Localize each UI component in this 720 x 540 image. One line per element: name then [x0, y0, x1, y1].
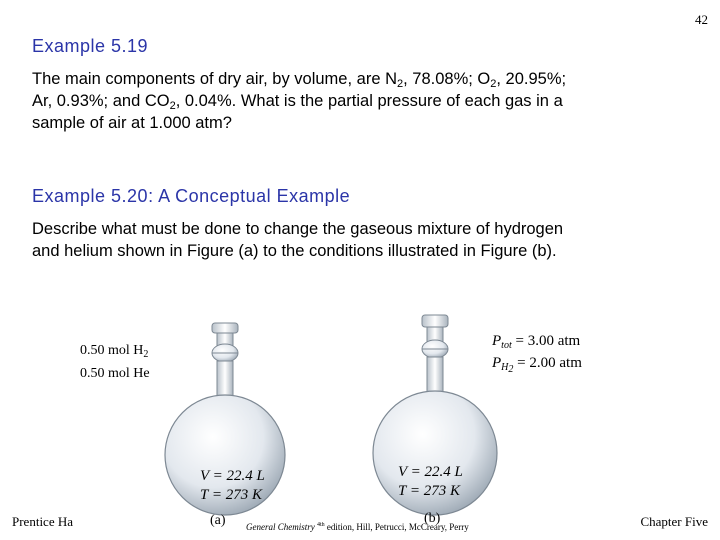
flask-a-label-he: 0.50 mol He [80, 366, 150, 381]
example-5-20-line-1: Describe what must be done to change the gaseous mixture of hydrogen [32, 220, 564, 238]
example-5-19-text [32, 68, 692, 134]
example-5-20-line-2: and helium shown in Figure (a) to the conditions illustrated in Figure (b). [32, 242, 557, 260]
flask-b-ph2: $P_H2 = 2.00$ atm [492, 355, 582, 375]
flask-b-volume: V = 22.4 L [398, 464, 463, 480]
footer-publisher: Prentice Ha [12, 514, 74, 529]
flask-b-temperature: T = 273 K [398, 483, 460, 499]
flask-a-caption: (a) [210, 513, 226, 528]
flask-a-label-h2: 0.50 mol $H_2$ [80, 343, 149, 360]
flask-b-ptot: $P_{tot} = 3.00$ atm [492, 333, 581, 351]
example-5-19-line-1: The main components of dry air, by volume, are $N_2$, 78.08%; $O_2$, 20.95%; [32, 70, 567, 90]
flask-b-caption: (b) [424, 511, 441, 526]
example-5-19-heading: Example 5.19 [32, 36, 149, 56]
flask-a-temperature: T = 273 K [200, 487, 262, 503]
example-5-20-text [32, 218, 692, 262]
flask-a-volume: V = 22.4 L [200, 468, 265, 484]
example-5-20-heading: Example 5.20: A Conceptual Example [32, 186, 351, 206]
example-5-19-line-3: sample of air at 1.000 atm? [32, 114, 232, 132]
footer-book-credit: General Chemistry $^{4th}$ edition, Hill, Petrucci, McCreary, Perry [246, 522, 469, 532]
page-number: 42 [695, 12, 708, 27]
example-5-19-line-2: Ar, 0.93%; and $CO_2$, 0.04%. What is the partial pressure of each gas in a [32, 92, 563, 112]
footer-chapter: Chapter Five [640, 514, 708, 529]
flask-figure [60, 305, 620, 530]
